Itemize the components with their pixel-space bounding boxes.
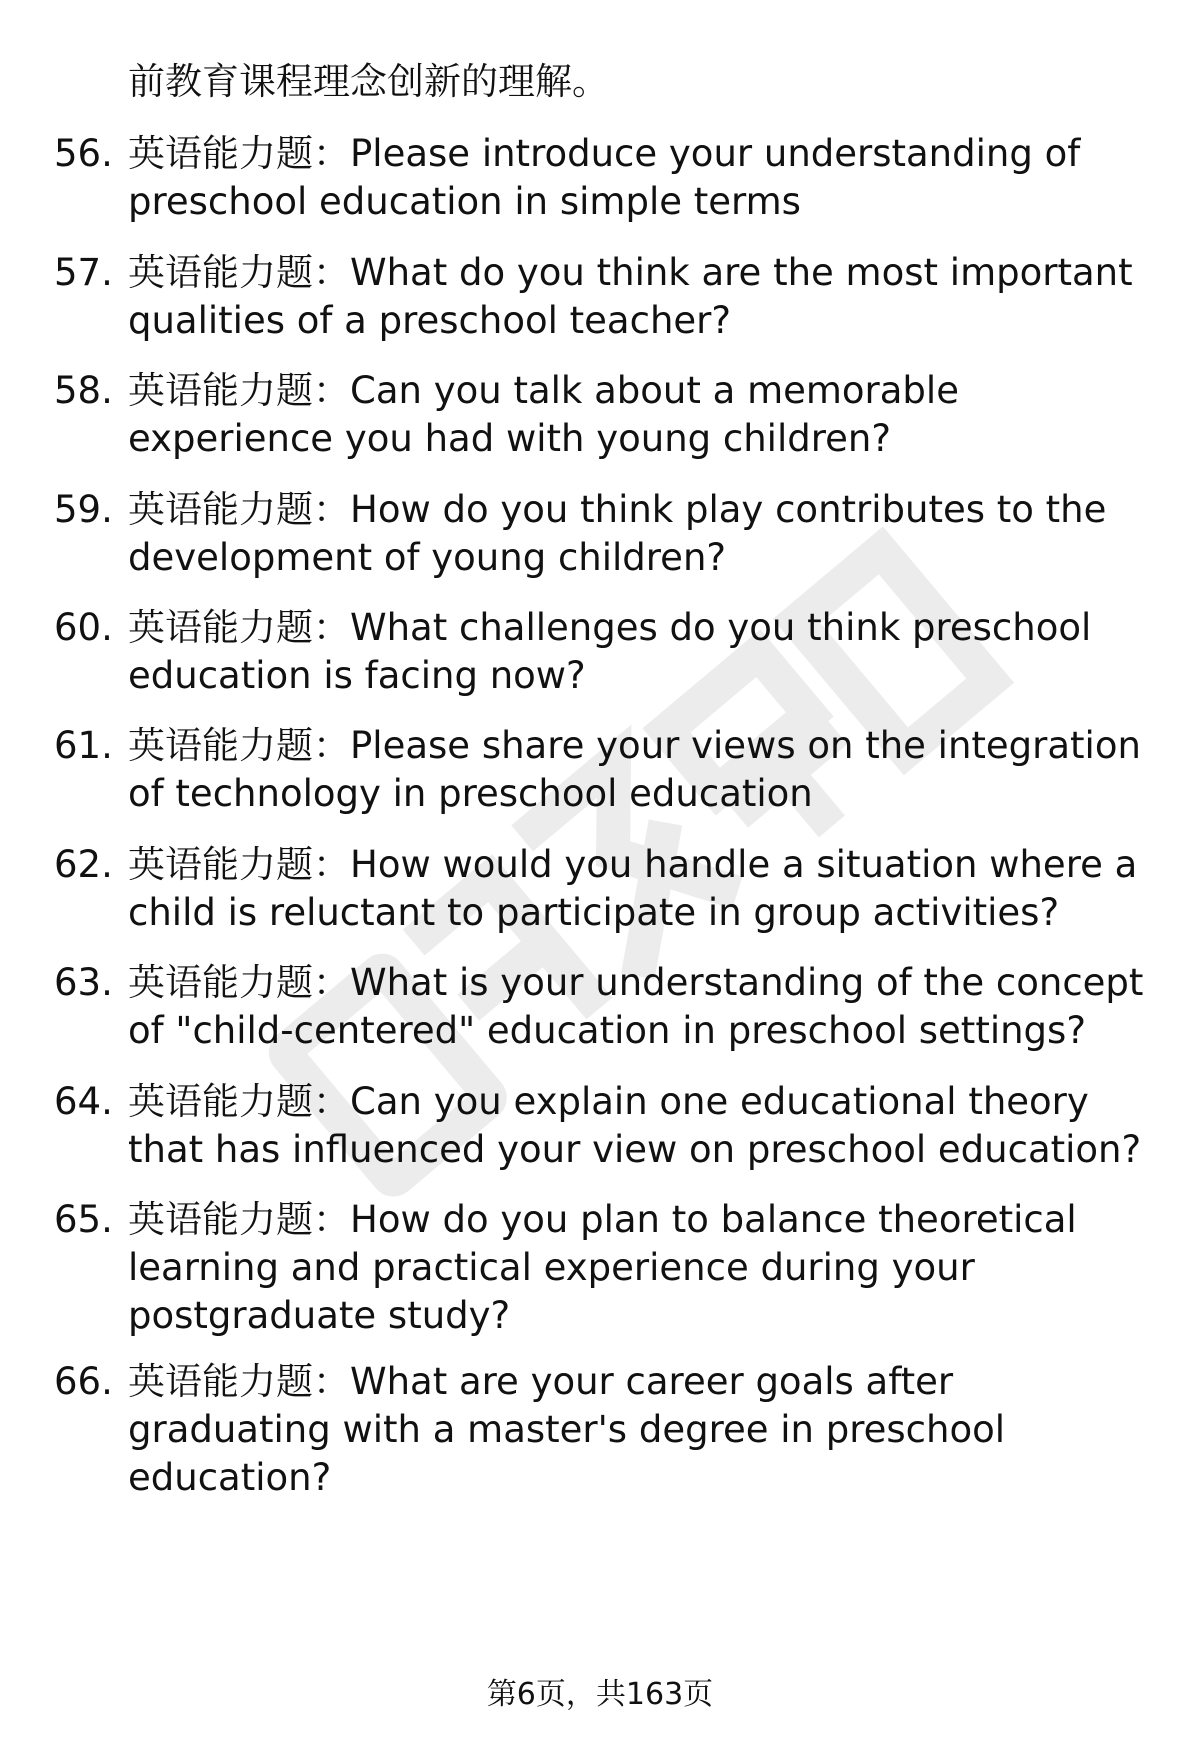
question-text: Please introduce your understanding of preschool education in simple terms <box>128 132 1081 223</box>
question-number: 57. <box>54 251 113 294</box>
question-label: 英语能力题： <box>128 843 350 886</box>
question-label: 英语能力题： <box>128 1360 350 1403</box>
question-number: 60. <box>54 606 113 649</box>
question-text: What are your career goals after graduating with a master's degree in preschool education? <box>128 1360 1006 1499</box>
page-indicator: 第6页，共163页 <box>486 1677 714 1712</box>
question-label: 英语能力题： <box>128 488 350 531</box>
question-text: What do you think are the most important qualities of a preschool teacher? <box>128 251 1133 342</box>
question-number: 56. <box>54 132 113 175</box>
question-text: Can you explain one educational theory that has influenced your view on preschool education? <box>128 1080 1142 1171</box>
question-number: 62. <box>54 843 113 886</box>
question-number: 66. <box>54 1360 113 1403</box>
question-number: 65. <box>54 1198 113 1241</box>
question-text-block <box>128 249 1153 345</box>
question-text-block <box>128 486 1153 582</box>
question-label: 英语能力题： <box>128 1080 350 1123</box>
question-number: 58. <box>54 369 113 412</box>
question-number: 64. <box>54 1080 113 1123</box>
question-text: Please share your views on the integration of technology in preschool education <box>128 724 1141 815</box>
question-text: Can you talk about a memorable experience you had with young children? <box>128 369 959 460</box>
question-text-block <box>128 722 1153 818</box>
question-number: 63. <box>54 961 113 1004</box>
question-text-block <box>128 1358 1153 1502</box>
question-label: 英语能力题： <box>128 1198 350 1241</box>
continuation-text: 前教育课程理念创新的理解。 <box>128 60 609 103</box>
question-label: 英语能力题： <box>128 724 350 767</box>
question-text-block <box>128 841 1153 937</box>
question-text: How do you plan to balance theoretical learning and practical experience during your postgraduate study? <box>128 1198 1077 1337</box>
question-text-block <box>128 959 1153 1055</box>
question-text-block <box>128 604 1153 700</box>
question-number: 59. <box>54 488 113 531</box>
question-label: 英语能力题： <box>128 251 350 294</box>
question-text: What challenges do you think preschool education is facing now? <box>128 606 1092 697</box>
question-text: What is your understanding of the concept of "child-centered" education in preschool settings? <box>128 961 1144 1052</box>
question-label: 英语能力题： <box>128 132 350 175</box>
question-text-block <box>128 1196 1153 1340</box>
question-text-block <box>128 367 1153 463</box>
question-number: 61. <box>54 724 113 767</box>
question-label: 英语能力题： <box>128 369 350 412</box>
question-label: 英语能力题： <box>128 961 350 1004</box>
question-text-block <box>128 1078 1153 1174</box>
question-text: How would you handle a situation where a child is reluctant to participate in group activities? <box>128 843 1138 934</box>
question-text: How do you think play contributes to the development of young children? <box>128 488 1107 579</box>
question-label: 英语能力题： <box>128 606 350 649</box>
question-text-block <box>128 130 1153 226</box>
